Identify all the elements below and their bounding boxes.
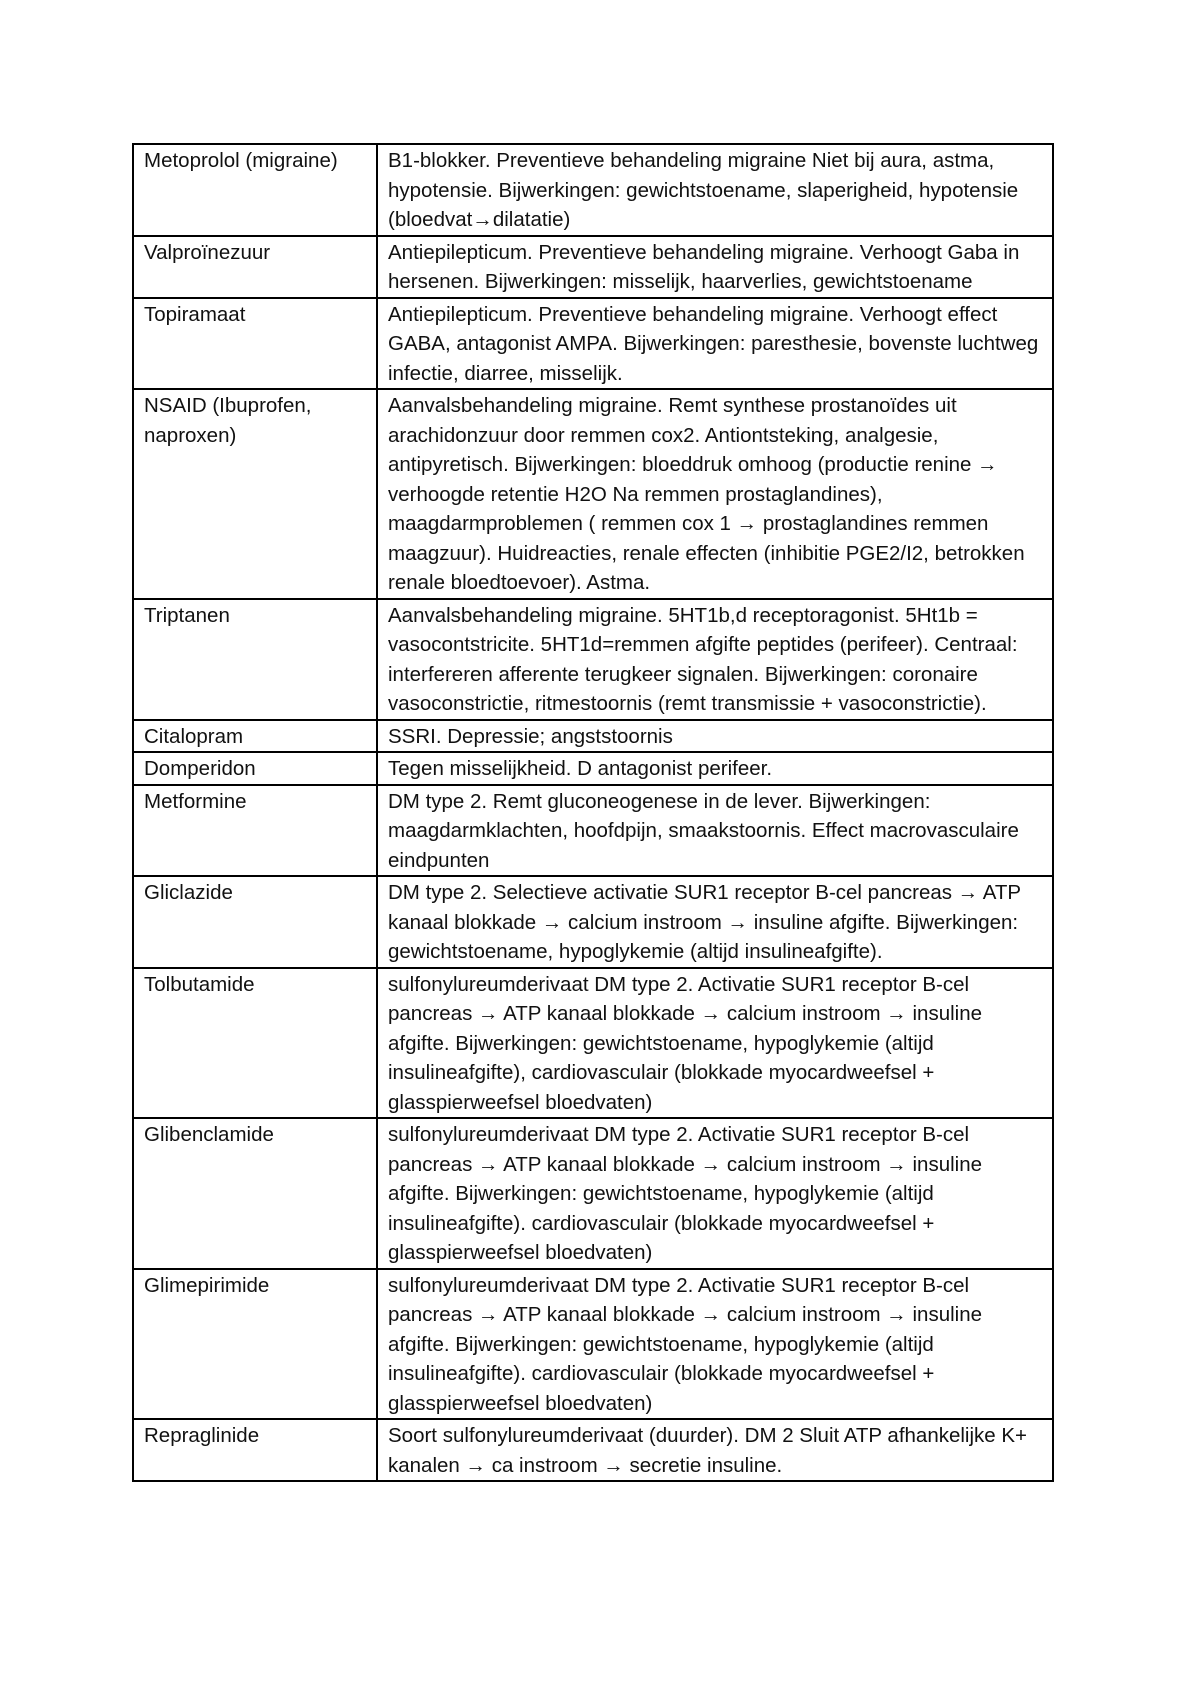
table-row: [133, 1419, 1053, 1481]
table-row: [133, 785, 1053, 877]
drug-description-cell: sulfonylureumderivaat DM type 2. Activatie SUR1 receptor B-cel pancreas → ATP kanaal blokkade → calcium instroom → insuline afgifte. Bijwerkingen: gewichtstoename, hypoglykemie (altijd insulineafgifte), cardiovasculair (blokkade myocardweefsel + glasspierweefsel bloedvaten): [377, 968, 1053, 1119]
drug-description-cell: sulfonylureumderivaat DM type 2. Activatie SUR1 receptor B-cel pancreas → ATP kanaal blokkade → calcium instroom → insuline afgifte. Bijwerkingen: gewichtstoename, hypoglykemie (altijd insulineafgifte). cardiovasculair (blokkade myocardweefsel + glasspierweefsel bloedvaten): [377, 1118, 1053, 1269]
table-row: [133, 1118, 1053, 1269]
drug-table-body: [133, 144, 1053, 1481]
drug-description-cell: SSRI. Depressie; angststoornis: [377, 720, 1053, 753]
drug-name-cell: Metformine: [133, 785, 377, 877]
table-row: [133, 720, 1053, 753]
drug-name-cell: NSAID (Ibuprofen, naproxen): [133, 389, 377, 599]
drug-description-cell: Aanvalsbehandeling migraine. 5HT1b,d receptoragonist. 5Ht1b = vasocontstricite. 5HT1d=remmen afgifte peptides (perifeer). Centraal: interfereren afferente terugkeer signalen. Bijwerkingen: coronaire vasoconstrictie, ritmestoornis (remt transmissie + vasoconstrictie).: [377, 599, 1053, 720]
drug-description-cell: Soort sulfonylureumderivaat (duurder). DM 2 Sluit ATP afhankelijke K+ kanalen → ca instroom → secretie insuline.: [377, 1419, 1053, 1481]
drug-description-cell: Tegen misselijkheid. D antagonist perifeer.: [377, 752, 1053, 785]
table-row: [133, 298, 1053, 390]
table-row: [133, 876, 1053, 968]
drug-description-cell: Antiepilepticum. Preventieve behandeling migraine. Verhoogt Gaba in hersenen. Bijwerkingen: misselijk, haarverlies, gewichtstoename: [377, 236, 1053, 298]
drug-name-cell: Triptanen: [133, 599, 377, 720]
drug-description-cell: sulfonylureumderivaat DM type 2. Activatie SUR1 receptor B-cel pancreas → ATP kanaal blokkade → calcium instroom → insuline afgifte. Bijwerkingen: gewichtstoename, hypoglykemie (altijd insulineafgifte). cardiovasculair (blokkade myocardweefsel + glasspierweefsel bloedvaten): [377, 1269, 1053, 1420]
table-row: [133, 599, 1053, 720]
drug-name-cell: Tolbutamide: [133, 968, 377, 1119]
table-row: [133, 389, 1053, 599]
table-row: [133, 1269, 1053, 1420]
drug-description-cell: DM type 2. Remt gluconeogenese in de lever. Bijwerkingen: maagdarmklachten, hoofdpijn, smaakstoornis. Effect macrovasculaire eindpunten: [377, 785, 1053, 877]
table-row: [133, 236, 1053, 298]
drug-name-cell: Glimepirimide: [133, 1269, 377, 1420]
drug-name-cell: Domperidon: [133, 752, 377, 785]
drug-name-cell: Citalopram: [133, 720, 377, 753]
drug-name-cell: Repraglinide: [133, 1419, 377, 1481]
drug-name-cell: Glibenclamide: [133, 1118, 377, 1269]
drug-name-cell: Valproïnezuur: [133, 236, 377, 298]
drug-name-cell: Gliclazide: [133, 876, 377, 968]
drug-description-cell: B1-blokker. Preventieve behandeling migraine Niet bij aura, astma, hypotensie. Bijwerkingen: gewichtstoename, slaperigheid, hypotensie (bloedvat→dilatatie): [377, 144, 1053, 236]
drug-table: [132, 143, 1054, 1482]
table-row: [133, 752, 1053, 785]
table-row: [133, 144, 1053, 236]
table-row: [133, 968, 1053, 1119]
drug-description-cell: Aanvalsbehandeling migraine. Remt synthese prostanoïdes uit arachidonzuur door remmen cox2. Antiontsteking, analgesie, antipyretisch. Bijwerkingen: bloeddruk omhoog (productie renine → verhoogde retentie H2O Na remmen prostaglandines), maagdarmproblemen ( remmen cox 1 → prostaglandines remmen maagzuur). Huidreacties, renale effecten (inhibitie PGE2/I2, betrokken renale bloedtoevoer). Astma.: [377, 389, 1053, 599]
drug-name-cell: Topiramaat: [133, 298, 377, 390]
drug-name-cell: Metoprolol (migraine): [133, 144, 377, 236]
drug-description-cell: DM type 2. Selectieve activatie SUR1 receptor B-cel pancreas → ATP kanaal blokkade → calcium instroom → insuline afgifte. Bijwerkingen: gewichtstoename, hypoglykemie (altijd insulineafgifte).: [377, 876, 1053, 968]
drug-description-cell: Antiepilepticum. Preventieve behandeling migraine. Verhoogt effect GABA, antagonist AMPA. Bijwerkingen: paresthesie, bovenste luchtweg infectie, diarree, misselijk.: [377, 298, 1053, 390]
